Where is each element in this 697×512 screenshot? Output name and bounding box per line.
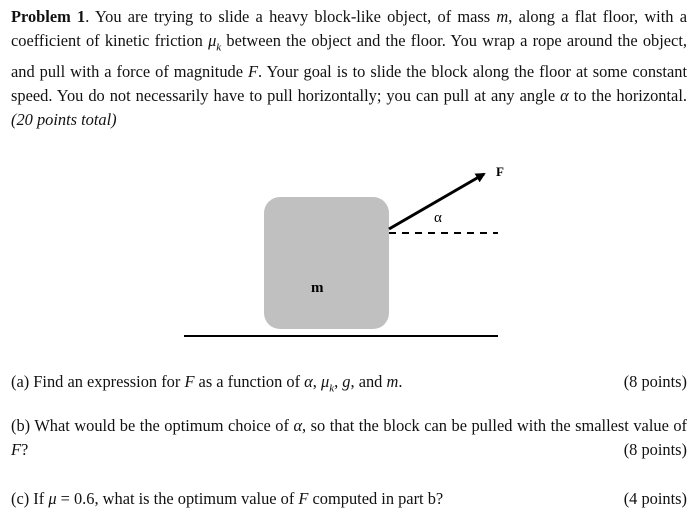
part-b-text: , so that the block can be pulled with the smallest value of [302,416,687,435]
problem-text: to the horizontal. [568,85,687,105]
part-c-text: = 0.6, what is the optimum value of [56,489,299,508]
part-c-text: (c) If [11,489,49,508]
force-label: F [496,164,504,179]
part-a-text: (a) Find an expression for [11,372,185,391]
block [264,197,389,329]
part-c [11,487,687,511]
sub-k: k [329,382,335,395]
part-b [11,414,687,462]
problem-text: , along a flat floor, with a coefficient of kinetic friction [11,7,687,51]
problem-text: . Your goal is to slide the block along the floor at some constant speed. You do not necessarily have to pull horizontally; you can pull at any angle [11,61,687,105]
var-mu: μ [48,489,57,508]
problem-statement [11,5,687,132]
part-a [11,370,687,400]
part-b-points: (8 points) [623,440,687,459]
problem-text: between the object and the floor. You wrap a rope around the object, and pull with a force of magnitude [11,31,687,81]
problem-text: . You are trying to slide a heavy block-like object, of mass [85,7,497,26]
sub-k: k [216,41,222,54]
block-diagram [0,160,697,350]
part-a-text: as a function of [194,372,305,391]
part-c-points: (4 points) [623,489,687,508]
var-alpha: α [560,85,569,105]
var-F: F [247,61,258,81]
var-m: m [386,372,399,391]
problem-label: Problem 1 [11,7,86,26]
mass-label: m [311,280,324,296]
var-mu: μ [320,372,330,391]
var-mu: μ [208,31,217,51]
var-F: F [184,372,195,391]
period: . [398,372,403,391]
var-g: g [342,372,351,391]
var-m: m [496,7,509,26]
var-alpha: α [293,416,303,435]
part-a-points: (8 points) [623,372,687,391]
var-alpha: α [304,372,313,391]
question-mark: ? [21,440,29,459]
separator: , and [350,372,387,391]
separator: , [334,372,343,391]
part-c-text: computed in part b? [308,489,444,508]
var-F: F [298,489,309,508]
separator: , [312,372,321,391]
total-points: (20 points total) [11,110,117,130]
angle-label: α [434,210,442,226]
part-b-text: (b) What would be the optimum choice of [11,416,294,435]
var-F: F [11,440,22,459]
